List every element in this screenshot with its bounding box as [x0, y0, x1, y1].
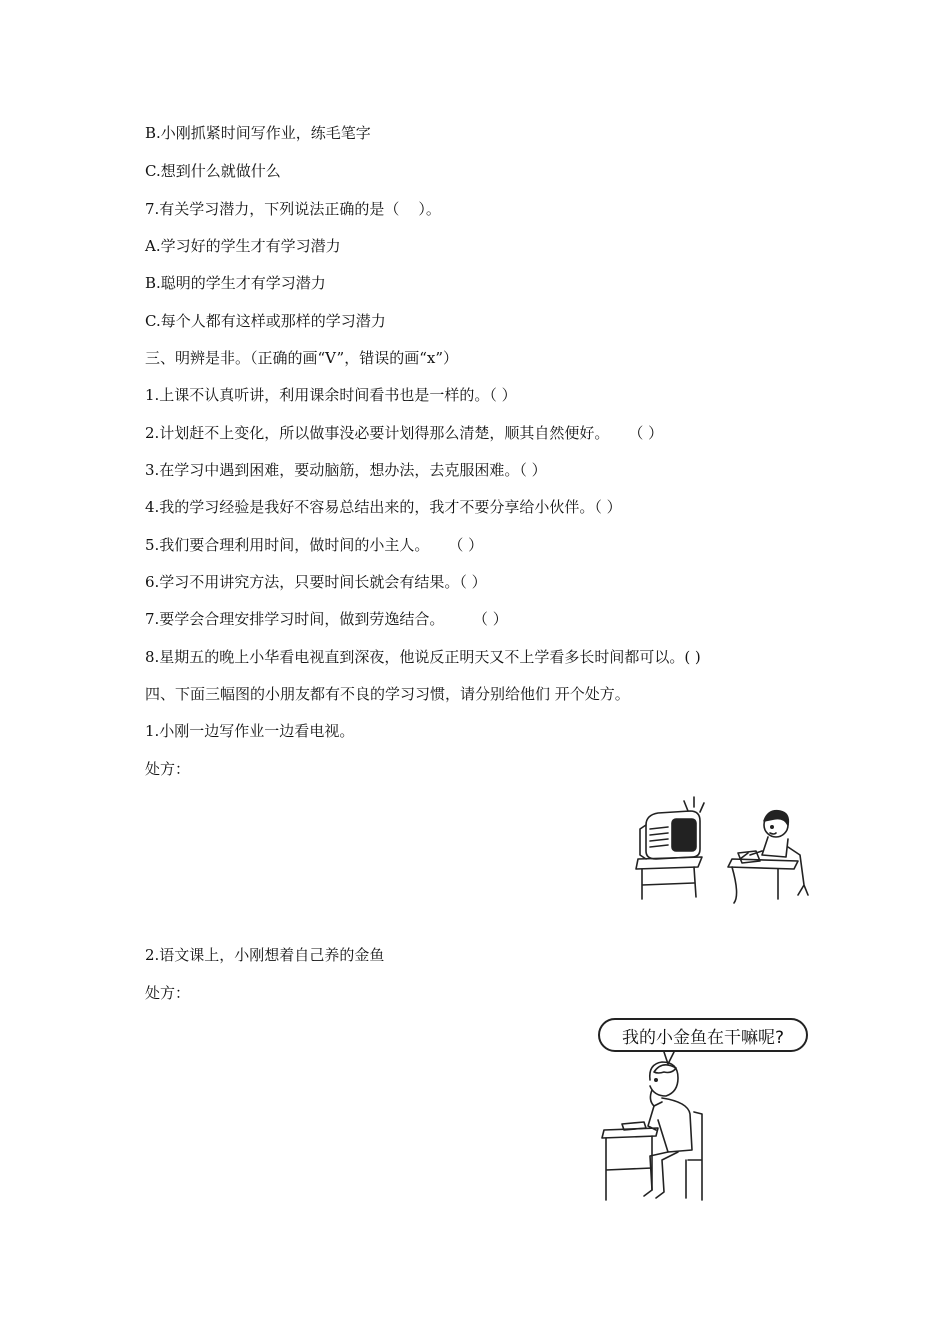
prescription-2-prompt: 2.语文课上，小刚想着自己养的金鱼 [145, 946, 385, 964]
tv-homework-illustration [628, 795, 813, 905]
option-c-line: C.想到什么就做什么 [145, 162, 281, 180]
option-b-line: B.小刚抓紧时间写作业，练毛笔字 [145, 124, 371, 142]
prescription-2-label: 处方： [145, 984, 191, 1002]
q7-option-b: B.聪明的学生才有学习潜力 [145, 274, 326, 292]
goldfish-thought-bubble [598, 1018, 808, 1052]
daydreaming-boy-illustration [598, 1050, 718, 1205]
q7-option-c: C.每个人都有这样或那样的学习潜力 [145, 312, 386, 330]
judge-item-6: 6.学习不用讲究方法，只要时间长就会有结果。（ ） [145, 573, 487, 591]
section-3-title: 三、明辨是非。（正确的画“V”，错误的画“x”） [145, 349, 459, 367]
prescription-1-label: 处方： [145, 760, 191, 778]
judge-item-3: 3.在学习中遇到困难，要动脑筋，想办法，去克服困难。（ ） [145, 461, 547, 479]
section-4-title: 四、下面三幅图的小朋友都有不良的学习习惯，请分别给他们 开个处方。 [145, 685, 630, 703]
judge-item-7: 7.要学会合理安排学习时间，做到劳逸结合。 （ ） [145, 610, 508, 628]
judge-item-2: 2.计划赶不上变化，所以做事没必要计划得那么清楚，顺其自然便好。 （ ） [145, 424, 664, 442]
judge-item-8: 8.星期五的晚上小华看电视直到深夜，他说反正明天又不上学看多长时间都可以。( ) [145, 648, 701, 666]
judge-item-5: 5.我们要合理利用时间，做时间的小主人。 （ ） [145, 536, 484, 554]
judge-item-4: 4.我的学习经验是我好不容易总结出来的，我才不要分享给小伙伴。（ ） [145, 498, 622, 516]
prescription-1-prompt: 1.小刚一边写作业一边看电视。 [145, 722, 355, 740]
judge-item-1: 1.上课不认真听讲，利用课余时间看书也是一样的。（ ） [145, 386, 517, 404]
q7-option-a: A.学习好的学生才有学习潜力 [145, 237, 341, 255]
question-7: 7.有关学习潜力，下列说法正确的是（ ）。 [145, 200, 441, 218]
goldfish-thought-text: 我的小金鱼在干嘛呢? [621, 1027, 785, 1048]
